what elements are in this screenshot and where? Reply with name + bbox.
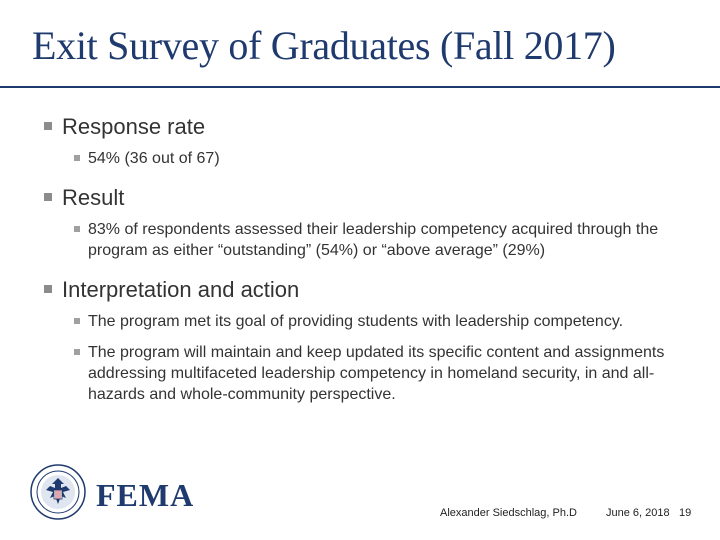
sub-bullet-text: 83% of respondents assessed their leadership competency acquired through the program as either “outstanding” (54%) or “above average” (29%)	[88, 221, 659, 259]
sub-bullet-text: 54% (36 out of 67)	[88, 150, 220, 167]
bullet-marker	[44, 122, 52, 130]
sub-bullet-marker	[74, 155, 80, 161]
bullet-result	[44, 185, 694, 211]
footer-author: Alexander Siedschlag, Ph.D	[440, 507, 577, 519]
dhs-seal-icon	[30, 464, 86, 520]
bullet-heading: Interpretation and action	[62, 277, 300, 302]
sub-bullet-text: The program met its goal of providing students with leadership competency.	[88, 313, 624, 330]
bullet-heading: Result	[62, 185, 125, 210]
sub-bullet-response	[74, 148, 694, 169]
bullet-response-rate	[44, 114, 694, 140]
sub-bullet-interpretation-1	[74, 311, 694, 332]
bullet-marker	[44, 193, 52, 201]
footer-date: June 6, 2018	[606, 507, 670, 519]
title-divider	[0, 86, 720, 88]
sub-bullet-result	[74, 219, 694, 261]
bullet-interpretation	[44, 277, 694, 303]
slide-title: Exit Survey of Graduates (Fall 2017)	[32, 23, 616, 68]
bullet-heading: Response rate	[62, 114, 206, 139]
bullet-marker	[44, 285, 52, 293]
bullet-list	[44, 114, 694, 405]
sub-bullet-marker	[74, 226, 80, 232]
sub-bullet-text: The program will maintain and keep updated its specific content and assignments addressing multifaceted leadership competency in homeland security, in and all-hazards and whole-community perspective.	[88, 344, 665, 403]
fema-wordmark: FEMA	[96, 477, 195, 513]
slide-number: 19	[679, 507, 692, 519]
sub-bullet-marker	[74, 349, 80, 355]
sub-bullet-marker	[74, 318, 80, 324]
sub-bullet-interpretation-2	[74, 342, 694, 405]
